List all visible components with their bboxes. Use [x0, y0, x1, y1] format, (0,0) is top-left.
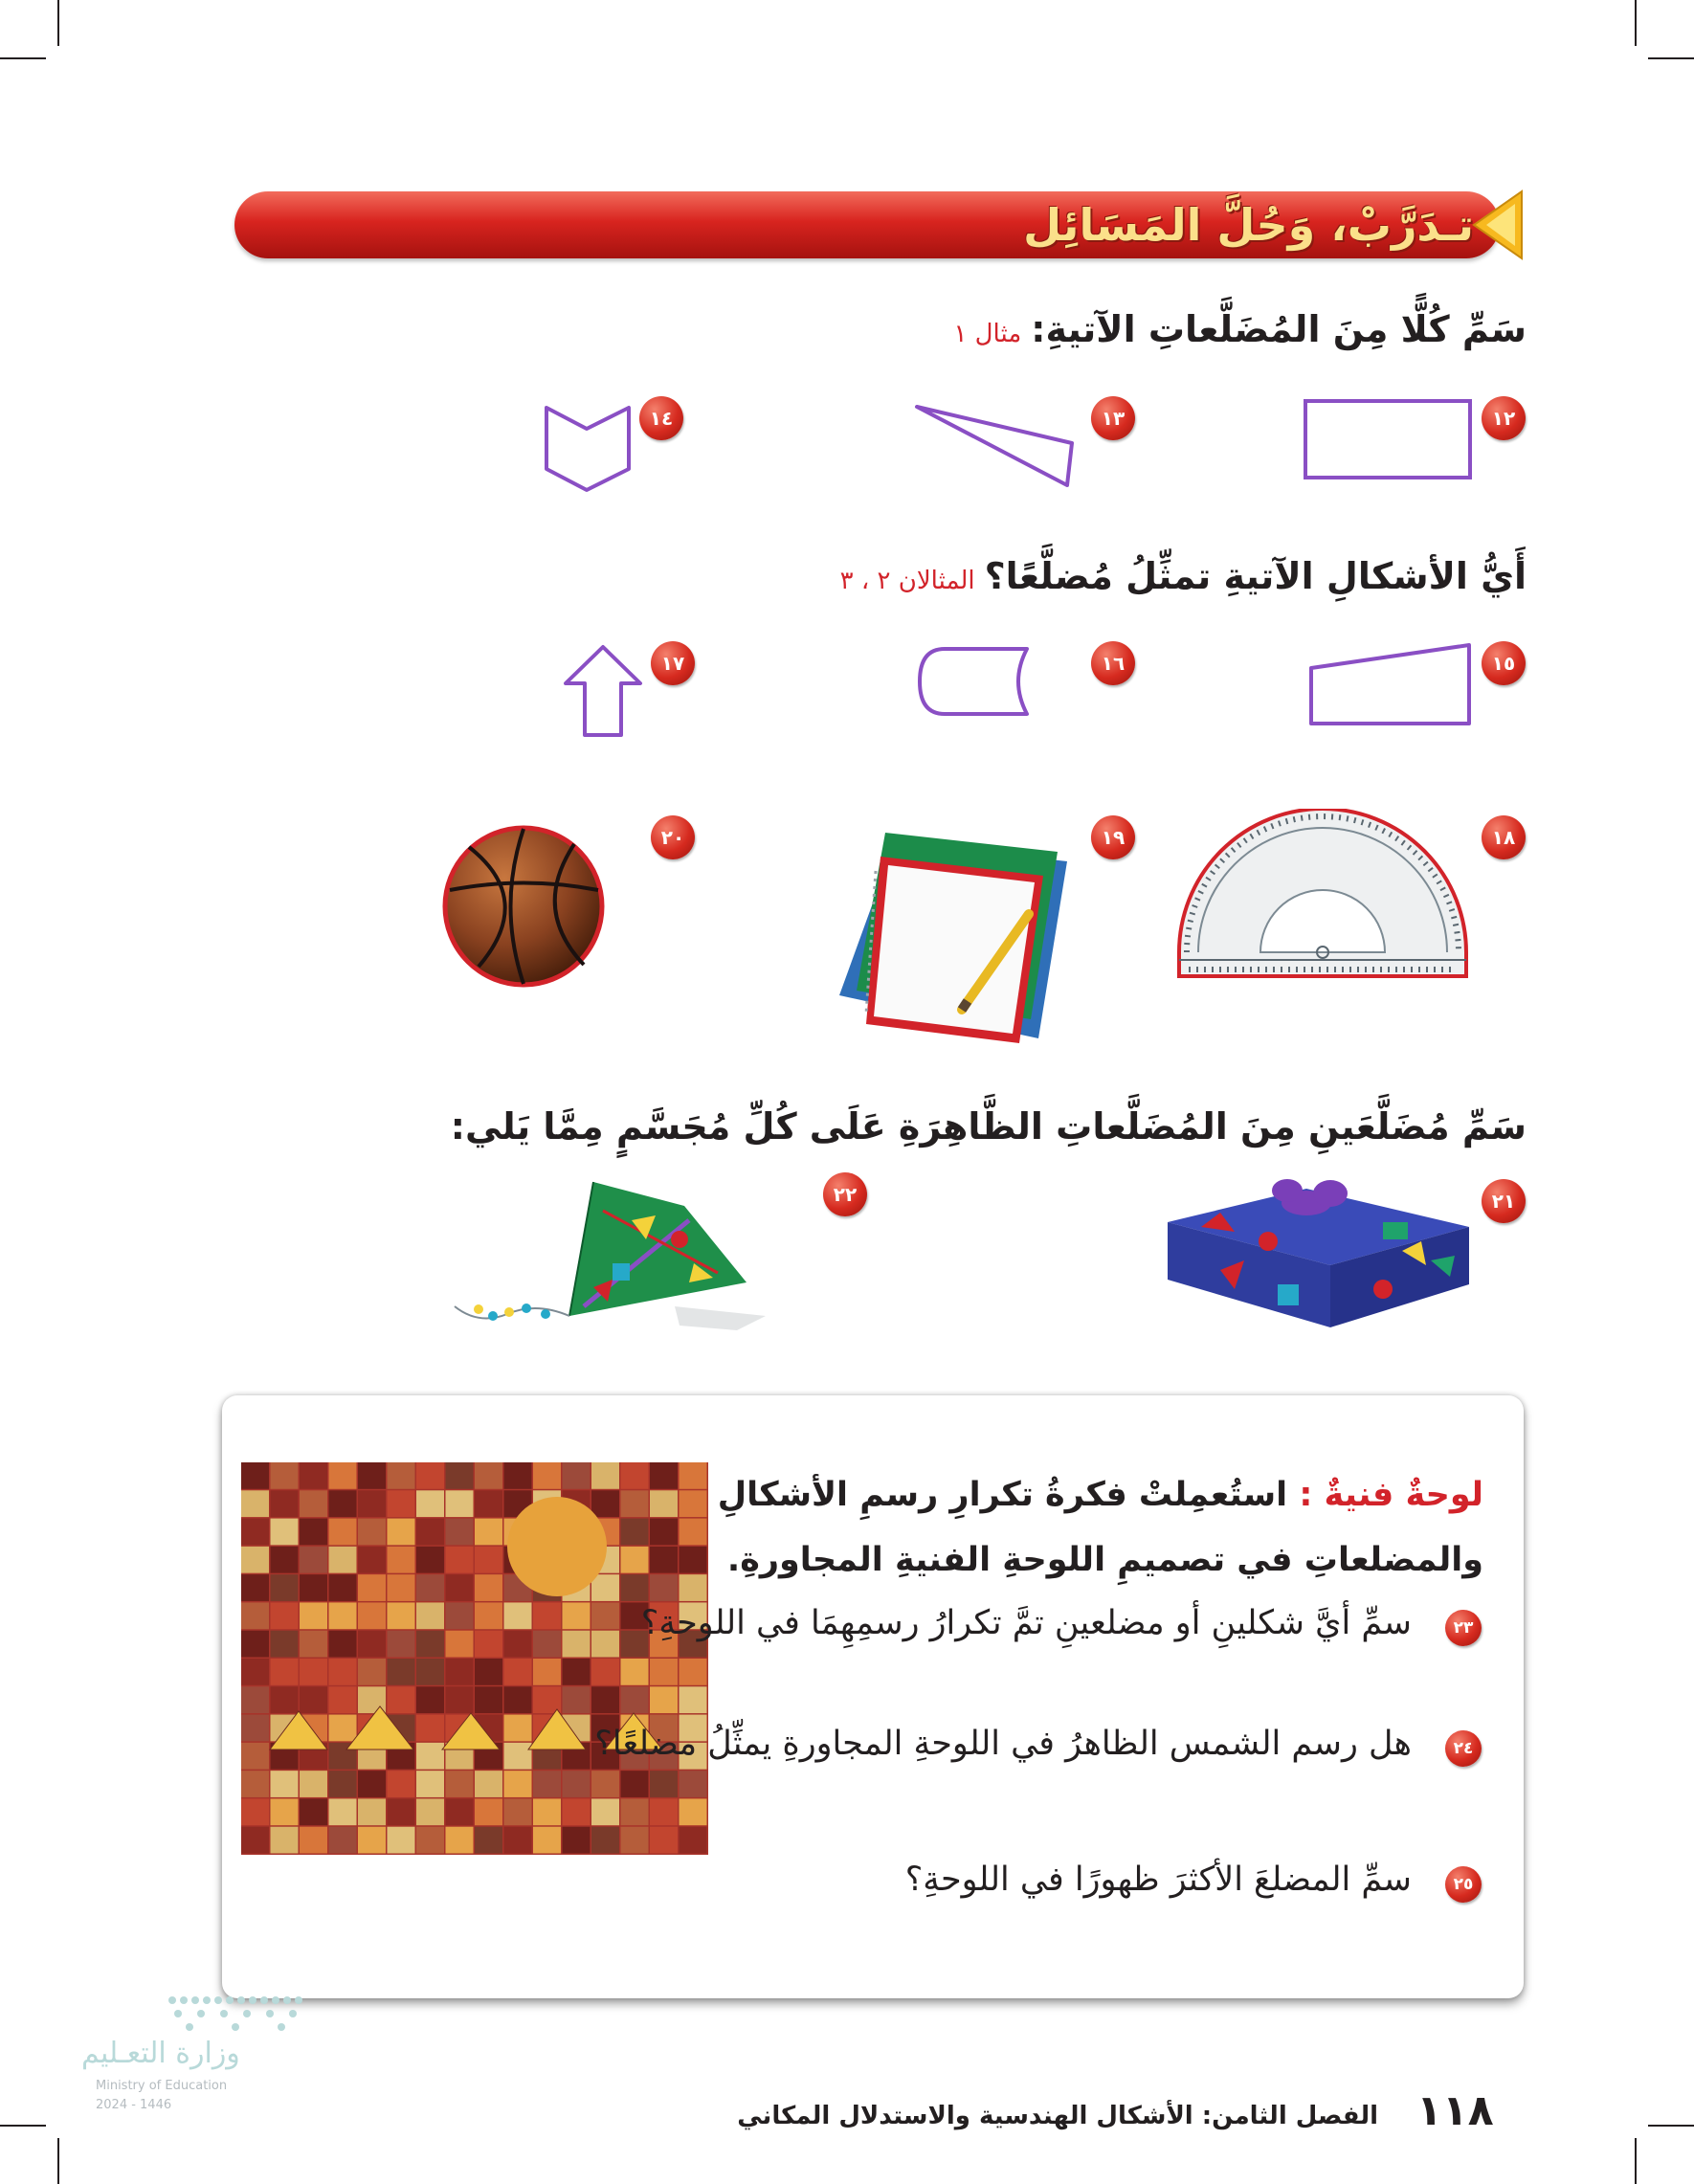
- painting-tile: [475, 1462, 502, 1489]
- painting-tile: [329, 1490, 357, 1517]
- painting-tile: [446, 1519, 474, 1546]
- painting-tile: [504, 1771, 532, 1797]
- ministry-name-english: Ministry of Education: [96, 2079, 228, 2093]
- painting-tile: [504, 1798, 532, 1825]
- painting-tile: [271, 1686, 299, 1713]
- painting-tile: [329, 1715, 357, 1742]
- painting-tile: [358, 1462, 386, 1489]
- example-reference: المثالان ٢ ، ٣: [839, 567, 975, 595]
- question-number-14: ١٤: [639, 396, 683, 440]
- question-number-25: ٢٥: [1445, 1866, 1482, 1903]
- painting-tile: [300, 1519, 327, 1546]
- painting-tile: [241, 1798, 269, 1825]
- painting-tile: [591, 1462, 619, 1489]
- painting-tile: [300, 1602, 327, 1629]
- painting-tile: [504, 1715, 532, 1742]
- art-label: لوحةٌ فنيةٌ :: [1299, 1476, 1483, 1514]
- painting-tile: [475, 1659, 502, 1685]
- painting-tile: [446, 1490, 474, 1517]
- trapezoid-shape: [1306, 641, 1479, 727]
- painting-tile: [358, 1659, 386, 1685]
- painting-tile: [446, 1631, 474, 1658]
- painting-tile: [416, 1827, 444, 1854]
- painting-tile: [650, 1771, 678, 1797]
- painting-tile: [329, 1631, 357, 1658]
- painting-tile: [329, 1798, 357, 1825]
- painting-tile: [446, 1547, 474, 1573]
- question-number-17: ١٧: [651, 641, 695, 685]
- painting-tile: [241, 1519, 269, 1546]
- painting-tile: [271, 1771, 299, 1797]
- painting-tile: [563, 1602, 591, 1629]
- painting-tile: [504, 1631, 532, 1658]
- painting-tile: [388, 1659, 415, 1685]
- triangle-shape: [909, 397, 1081, 493]
- painting-tile: [388, 1462, 415, 1489]
- art-intro-line1: [718, 1476, 1483, 1514]
- painting-tile: [475, 1547, 502, 1573]
- crop-mark: [1648, 2125, 1694, 2127]
- painting-tile: [388, 1602, 415, 1629]
- painting-tile: [563, 1827, 591, 1854]
- painting-tile: [621, 1686, 649, 1713]
- question-number-15: ١٥: [1482, 641, 1526, 685]
- painting-tile: [329, 1519, 357, 1546]
- painting-tile: [329, 1547, 357, 1573]
- painting-tile: [416, 1715, 444, 1742]
- painting-tile: [446, 1462, 474, 1489]
- painting-tile: [416, 1686, 444, 1713]
- painting-tile: [388, 1547, 415, 1573]
- painting-tile: [591, 1602, 619, 1629]
- painting-tile: [563, 1631, 591, 1658]
- question-number-23: ٢٣: [1445, 1610, 1482, 1646]
- painting-tile: [300, 1798, 327, 1825]
- painting-tile: [329, 1462, 357, 1489]
- painting-tile: [388, 1519, 415, 1546]
- chapter-title: الأشكال الهندسية والاستدلال المكاني: [737, 2102, 1193, 2130]
- crop-mark: [1635, 0, 1637, 46]
- ministry-name-arabic: وزارة التعـليم: [81, 2037, 240, 2070]
- painting-tile: [241, 1715, 269, 1742]
- painting-tile: [680, 1771, 707, 1797]
- painting-tile: [388, 1827, 415, 1854]
- curved-shape: [914, 643, 1048, 720]
- painting-tile: [358, 1490, 386, 1517]
- painting-tile: [271, 1827, 299, 1854]
- question-number-18: ١٨: [1482, 815, 1526, 859]
- painting-tile: [388, 1686, 415, 1713]
- painting-tile: [504, 1686, 532, 1713]
- painting-tile: [533, 1827, 561, 1854]
- instruction-which-polygons: [840, 555, 1527, 597]
- question-25-text: سمِّ المضلعَ الأكثرَ ظهورًا في اللوحةِ؟: [904, 1861, 1412, 1899]
- painting-tile: [241, 1827, 269, 1854]
- question-number-21: ٢١: [1482, 1179, 1526, 1223]
- painting-tile: [446, 1686, 474, 1713]
- basketball-image: [440, 823, 608, 991]
- crop-mark: [1648, 57, 1694, 59]
- painting-tile: [271, 1490, 299, 1517]
- painting-tile: [388, 1631, 415, 1658]
- painting-tile: [416, 1631, 444, 1658]
- painting-tile: [241, 1743, 269, 1770]
- painting-tile: [416, 1659, 444, 1685]
- painting-tile: [680, 1574, 707, 1601]
- painting-tile: [271, 1798, 299, 1825]
- painting-tile: [446, 1798, 474, 1825]
- painting-tile: [621, 1659, 649, 1685]
- painting-tile: [416, 1547, 444, 1573]
- question-number-13: ١٣: [1091, 396, 1135, 440]
- notebook-image: [828, 823, 1086, 1053]
- painting-tile: [358, 1771, 386, 1797]
- question-number-24: ٢٤: [1445, 1730, 1482, 1767]
- painting-tile: [329, 1574, 357, 1601]
- question-23-text: سمِّ أيَّ شكلينِ أو مضلعينِ تمَّ تكرارُ رسمِهِمَا في اللوحةِ؟: [640, 1604, 1412, 1642]
- painting-tile: [533, 1771, 561, 1797]
- painting-tile: [358, 1547, 386, 1573]
- art-intro-text: استُعمِلتْ فكرةُ تكرارِ رسمِ الأشكالِ: [717, 1476, 1288, 1514]
- painting-tile: [446, 1827, 474, 1854]
- painting-tile: [300, 1686, 327, 1713]
- painting-tile: [358, 1827, 386, 1854]
- painting-tile: [563, 1798, 591, 1825]
- painting-tile: [591, 1631, 619, 1658]
- painting-tile: [533, 1659, 561, 1685]
- painting-tile: [300, 1462, 327, 1489]
- painting-tile: [680, 1490, 707, 1517]
- painting-tile: [271, 1547, 299, 1573]
- painting-tile: [680, 1547, 707, 1573]
- painting-tile: [300, 1547, 327, 1573]
- painting-tile: [416, 1519, 444, 1546]
- painting-tile: [300, 1827, 327, 1854]
- painting-tile: [329, 1771, 357, 1797]
- painting-tile: [475, 1798, 502, 1825]
- painting-tile: [416, 1490, 444, 1517]
- painting-tile: [680, 1686, 707, 1713]
- painting-tile: [680, 1798, 707, 1825]
- pentagon-shape: [541, 400, 636, 496]
- gift-box-image: [1163, 1170, 1479, 1332]
- painting-tile: [388, 1798, 415, 1825]
- kite-image: [450, 1172, 775, 1335]
- painting-tile: [650, 1798, 678, 1825]
- painting-tile: [241, 1602, 269, 1629]
- painting-tile: [300, 1574, 327, 1601]
- painting-tile: [446, 1771, 474, 1797]
- painting-tile: [416, 1462, 444, 1489]
- painting-tile: [563, 1771, 591, 1797]
- painting-tile: [563, 1462, 591, 1489]
- painting-tile: [300, 1659, 327, 1685]
- question-number-22: ٢٢: [823, 1172, 867, 1216]
- painting-tile: [241, 1659, 269, 1685]
- painting-tile: [475, 1490, 502, 1517]
- painting-tile: [416, 1602, 444, 1629]
- painting-tile: [388, 1490, 415, 1517]
- painting-tile: [358, 1519, 386, 1546]
- painting-tile: [416, 1574, 444, 1601]
- painting-tile: [475, 1519, 502, 1546]
- painting-tile: [504, 1659, 532, 1685]
- painting-tile: [533, 1798, 561, 1825]
- painting-tile: [621, 1462, 649, 1489]
- painting-tile: [621, 1519, 649, 1546]
- painting-tile: [591, 1771, 619, 1797]
- example-reference: مثال ١: [953, 320, 1022, 348]
- painting-tile: [504, 1827, 532, 1854]
- ministry-logo-icon: [163, 1991, 316, 2039]
- painting-tile: [475, 1602, 502, 1629]
- painting-tile: [650, 1547, 678, 1573]
- instruction-name-polygons: [953, 308, 1527, 350]
- protractor-image: [1170, 809, 1476, 986]
- painting-tile: [446, 1602, 474, 1629]
- painting-tile: [241, 1574, 269, 1601]
- painting-tile: [388, 1771, 415, 1797]
- rectangle-shape: [1302, 397, 1474, 483]
- crop-mark: [1635, 2138, 1637, 2184]
- instruction-text: سَمِّ كُلًّا مِنَ المُضَلَّعاتِ الآتيةِ:: [1031, 308, 1527, 350]
- crop-mark: [57, 0, 59, 46]
- painting-tile: [329, 1686, 357, 1713]
- painting-tile: [591, 1574, 619, 1601]
- painting-tile: [591, 1659, 619, 1685]
- page-number: ١١٨: [1416, 2086, 1494, 2135]
- painting-tile: [358, 1631, 386, 1658]
- painting-tile: [241, 1547, 269, 1573]
- painting-tile: [475, 1771, 502, 1797]
- painting-tile: [358, 1574, 386, 1601]
- painting-tile: [680, 1462, 707, 1489]
- painting-tile: [533, 1602, 561, 1629]
- painting-tile: [650, 1827, 678, 1854]
- crop-mark: [0, 2125, 46, 2127]
- crop-mark: [0, 57, 46, 59]
- painting-tile: [300, 1490, 327, 1517]
- painting-tile: [271, 1602, 299, 1629]
- painting-tile: [300, 1631, 327, 1658]
- question-number-16: ١٦: [1091, 641, 1135, 685]
- painting-tile: [591, 1686, 619, 1713]
- painting-tile: [329, 1602, 357, 1629]
- painting-tile: [416, 1743, 444, 1770]
- chapter-footer: [737, 2102, 1378, 2130]
- painting-tile: [241, 1631, 269, 1658]
- painting-tile: [416, 1771, 444, 1797]
- painting-tile: [621, 1574, 649, 1601]
- painting-tile: [650, 1462, 678, 1489]
- painting-tile: [650, 1519, 678, 1546]
- painting-tile: [621, 1798, 649, 1825]
- painting-tile: [475, 1631, 502, 1658]
- banner-arrow-icon: [1469, 187, 1527, 263]
- painting-tile: [241, 1771, 269, 1797]
- instruction-solids: سَمِّ مُضَلَّعَينِ مِنَ المُضَلَّعاتِ الظَّاهِرَةِ عَلَى كُلِّ مُجَسَّمٍ مِمَّا يَلي:: [450, 1105, 1527, 1148]
- painting-tile: [621, 1771, 649, 1797]
- painting-tile: [680, 1827, 707, 1854]
- painting-tile: [563, 1686, 591, 1713]
- painting-image: [241, 1462, 708, 1855]
- painting-tile: [241, 1686, 269, 1713]
- painting-tile: [300, 1771, 327, 1797]
- painting-tile: [533, 1631, 561, 1658]
- painting-tile: [446, 1659, 474, 1685]
- chapter-label: الفصل الثامن:: [1201, 2102, 1378, 2130]
- painting-tile: [475, 1686, 502, 1713]
- ministry-year: 2024 - 1446: [96, 2098, 172, 2112]
- painting-tile: [358, 1798, 386, 1825]
- painting-tile: [680, 1659, 707, 1685]
- painting-tile: [416, 1798, 444, 1825]
- question-number-12: ١٢: [1482, 396, 1526, 440]
- painting-tile: [650, 1490, 678, 1517]
- painting-tile: [591, 1490, 619, 1517]
- arrow-shape: [560, 643, 646, 739]
- painting-tile: [504, 1743, 532, 1770]
- painting-tile: [358, 1602, 386, 1629]
- painting-tile: [591, 1827, 619, 1854]
- painting-tile: [329, 1659, 357, 1685]
- painting-tile: [650, 1686, 678, 1713]
- question-24-text: هل رسم الشمس الظاهرُ في اللوحةِ المجاورةِ يمثِّلُ مضلعًا؟: [594, 1725, 1412, 1763]
- painting-tile: [475, 1827, 502, 1854]
- painting-tile: [271, 1574, 299, 1601]
- painting-tile: [621, 1490, 649, 1517]
- question-number-20: ٢٠: [651, 815, 695, 859]
- painting-tile: [504, 1602, 532, 1629]
- painting-tile: [563, 1659, 591, 1685]
- art-intro-line2: والمضلعاتِ في تصميمِ اللوحةِ الفنيةِ المجاورةِ.: [726, 1541, 1483, 1579]
- painting-tile: [504, 1462, 532, 1489]
- painting-tile: [271, 1462, 299, 1489]
- painting-tile: [271, 1519, 299, 1546]
- painting-tile: [271, 1631, 299, 1658]
- painting-tile: [329, 1827, 357, 1854]
- painting-tile: [591, 1798, 619, 1825]
- painting-tile: [621, 1827, 649, 1854]
- section-title: تـدَرَّبْ، وَحُلَّ المَسَائِل: [1023, 199, 1474, 251]
- crop-mark: [57, 2138, 59, 2184]
- painting-tile: [621, 1547, 649, 1573]
- painting-tile: [271, 1659, 299, 1685]
- painting-tile: [650, 1659, 678, 1685]
- painting-tile: [241, 1462, 269, 1489]
- painting-tile: [475, 1574, 502, 1601]
- painting-tile: [388, 1574, 415, 1601]
- instruction-text: أَيُّ الأشكالِ الآتيةِ تمثِّلُ مُضلَّعًا؟: [984, 555, 1527, 597]
- painting-tile: [446, 1574, 474, 1601]
- question-number-19: ١٩: [1091, 815, 1135, 859]
- painting-tile: [241, 1490, 269, 1517]
- painting-tile: [533, 1462, 561, 1489]
- painting-tile: [680, 1519, 707, 1546]
- painting-tile: [650, 1574, 678, 1601]
